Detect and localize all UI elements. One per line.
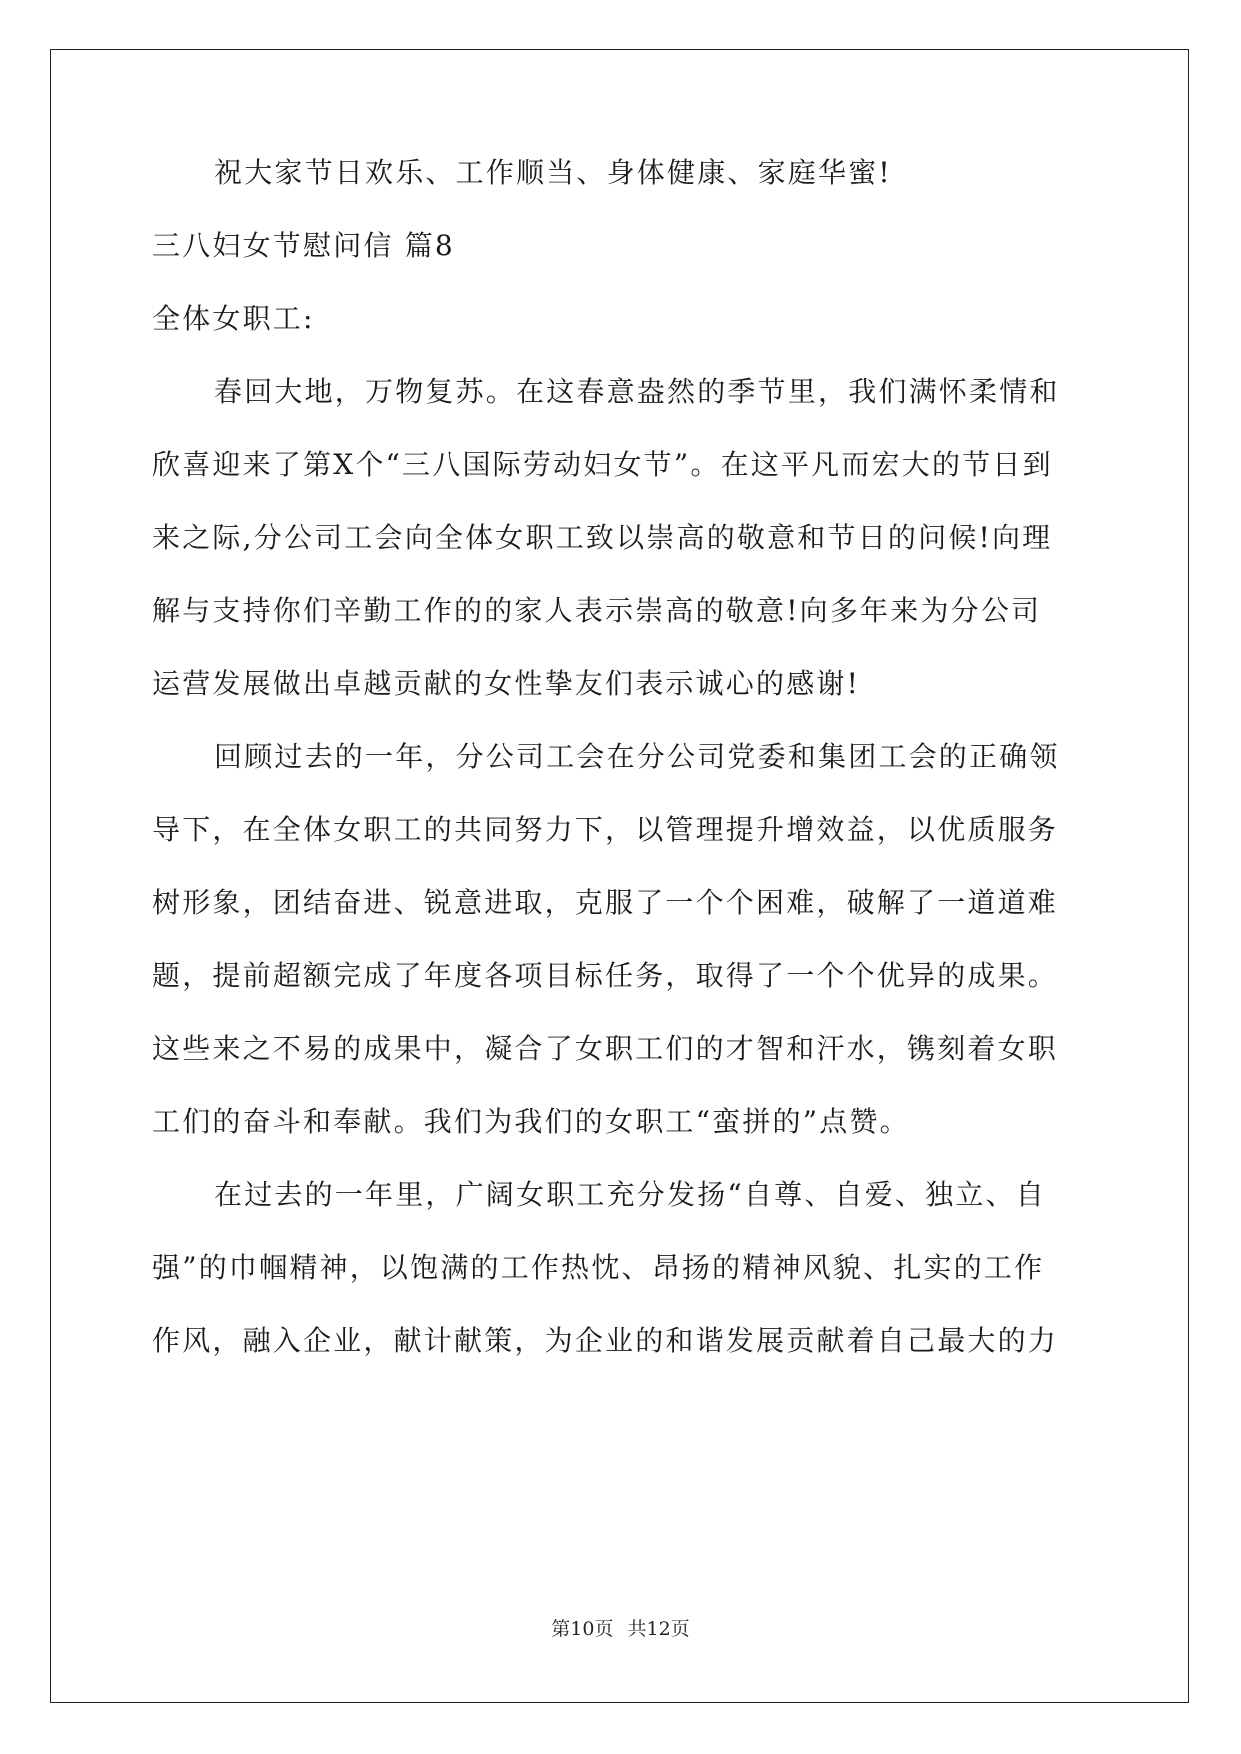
paragraph-line: 树形象，团结奋进、锐意进取，克服了一个个困难，破解了一道道难 bbox=[152, 886, 1059, 919]
paragraph-line: 解与支持你们辛勤工作的的家人表示崇高的敬意!向多年来为分公司 bbox=[152, 594, 1042, 627]
paragraph-line: 作风，融入企业，献计献策，为企业的和谐发展贡献着自己最大的力 bbox=[152, 1324, 1059, 1357]
page-footer bbox=[0, 1617, 1241, 1641]
paragraph-line: 欣喜迎来了第X个“三八国际劳动妇女节”。在这平凡而宏大的节日到 bbox=[152, 448, 1053, 481]
paragraph-line: 运营发展做出卓越贡献的女性挚友们表示诚心的感谢! bbox=[152, 667, 861, 700]
paragraph-line: 题，提前超额完成了年度各项目标任务，取得了一个个优异的成果。 bbox=[152, 959, 1059, 992]
section-heading: 三八妇女节慰问信 篇8 bbox=[152, 229, 455, 262]
page-border bbox=[50, 49, 1189, 1703]
paragraph-line: 强”的巾帼精神，以饱满的工作热忱、昂扬的精神风貌、扎实的工作 bbox=[152, 1251, 1045, 1284]
closing-wish: 祝大家节日欢乐、工作顺当、身体健康、家庭华蜜! bbox=[214, 156, 892, 189]
paragraph-line: 导下，在全体女职工的共同努力下，以管理提升增效益，以优质服务 bbox=[152, 813, 1059, 846]
current-page-label: 第10页 bbox=[551, 1618, 614, 1640]
paragraph-line: 来之际,分公司工会向全体女职工致以崇高的敬意和节日的问候!向理 bbox=[152, 521, 1053, 554]
paragraph-line: 这些来之不易的成果中，凝合了女职工们的才智和汗水，镌刻着女职 bbox=[152, 1032, 1059, 1065]
total-pages-label: 共12页 bbox=[627, 1618, 690, 1640]
salutation: 全体女职工: bbox=[152, 302, 315, 335]
paragraph-line: 工们的奋斗和奉献。我们为我们的女职工“蛮拼的”点赞。 bbox=[152, 1105, 910, 1138]
paragraph-line: 春回大地，万物复苏。在这春意盎然的季节里，我们满怀柔情和 bbox=[214, 375, 1060, 408]
paragraph-line: 在过去的一年里，广阔女职工充分发扬“自尊、自爱、独立、自 bbox=[214, 1178, 1046, 1211]
paragraph-line: 回顾过去的一年，分公司工会在分公司党委和集团工会的正确领 bbox=[214, 740, 1060, 773]
